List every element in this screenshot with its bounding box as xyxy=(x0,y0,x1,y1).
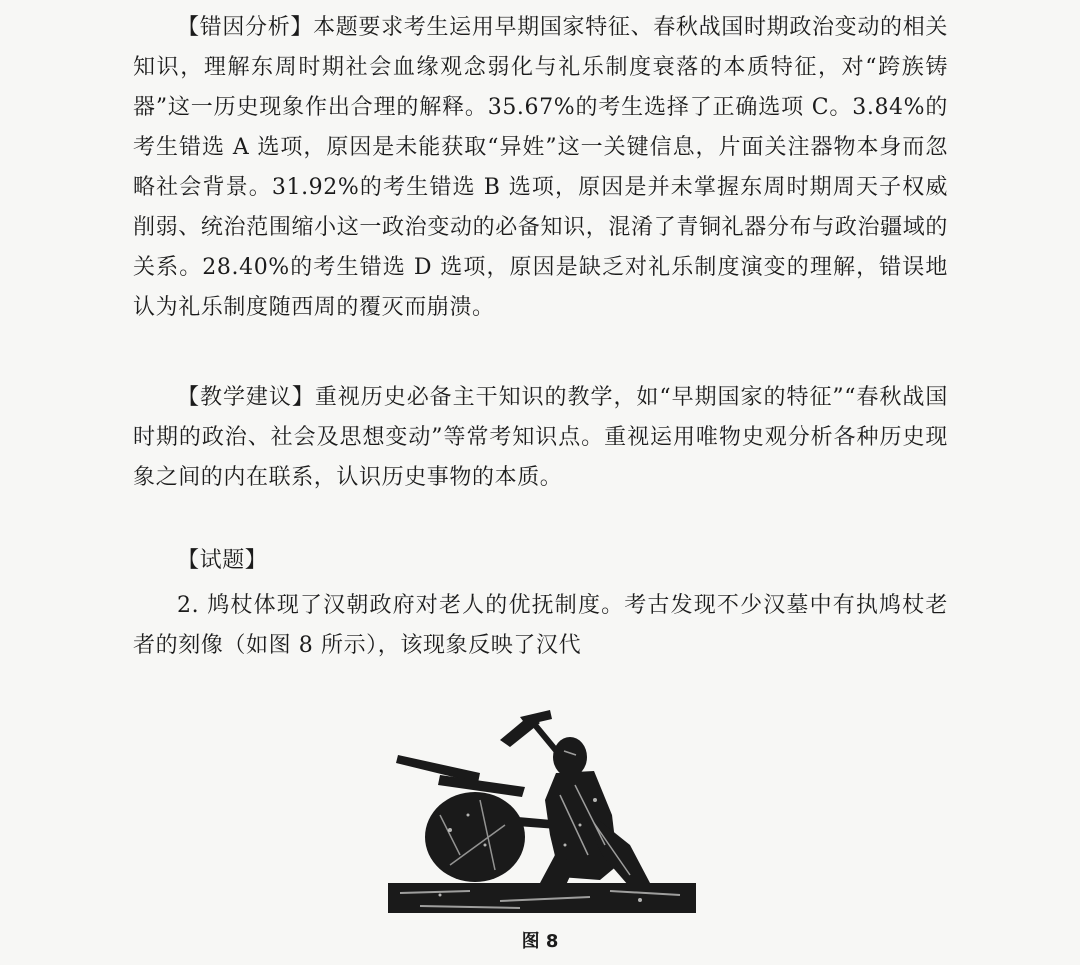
figure-8-stone-rubbing xyxy=(380,705,700,920)
question-text: 2. 鸠杖体现了汉朝政府对老人的优抚制度。考古发现不少汉墓中有执鸠杖老者的刻像（如图 8 所示），该现象反映了汉代 xyxy=(133,593,948,658)
teaching-advice-paragraph: 【教学建议】重视历史必备主干知识的教学，如“早期国家的特征”“春秋战国时期的政治、社会及思想变动”等常考知识点。重视运用唯物史观分析各种历史现象之间的内在联系，认识历史事物的本质。 xyxy=(133,385,948,490)
question-heading: 【试题】 xyxy=(177,548,268,573)
elder-with-dove-staff-relief-illustration xyxy=(380,705,700,920)
error-analysis-paragraph: 【错因分析】本题要求考生运用早期国家特征、春秋战国时期政治变动的相关知识，理解东周时期社会血缘观念弱化与礼乐制度衰落的本质特征，对“跨族铸器”这一历史现象作出合理的解释。35.67%的考生选择了正确选项 C。3.84%的考生错选 A 选项，原因是未能获取“异姓”这一关键信息，片面关注器物本身而忽略社会背景。31.92%的考生错选 B 选项，原因是并未掌握东周时期周天子权威削弱、统治范围缩小这一政治变动的必备知识，混淆了青铜礼器分布与政治疆域的关系。28.40%的考生错选 D 选项，原因是缺乏对礼乐制度演变的理解，错误地认为礼乐制度随西周的覆灭而崩溃。 xyxy=(133,15,948,320)
figure-caption: 图 8 xyxy=(521,931,559,952)
